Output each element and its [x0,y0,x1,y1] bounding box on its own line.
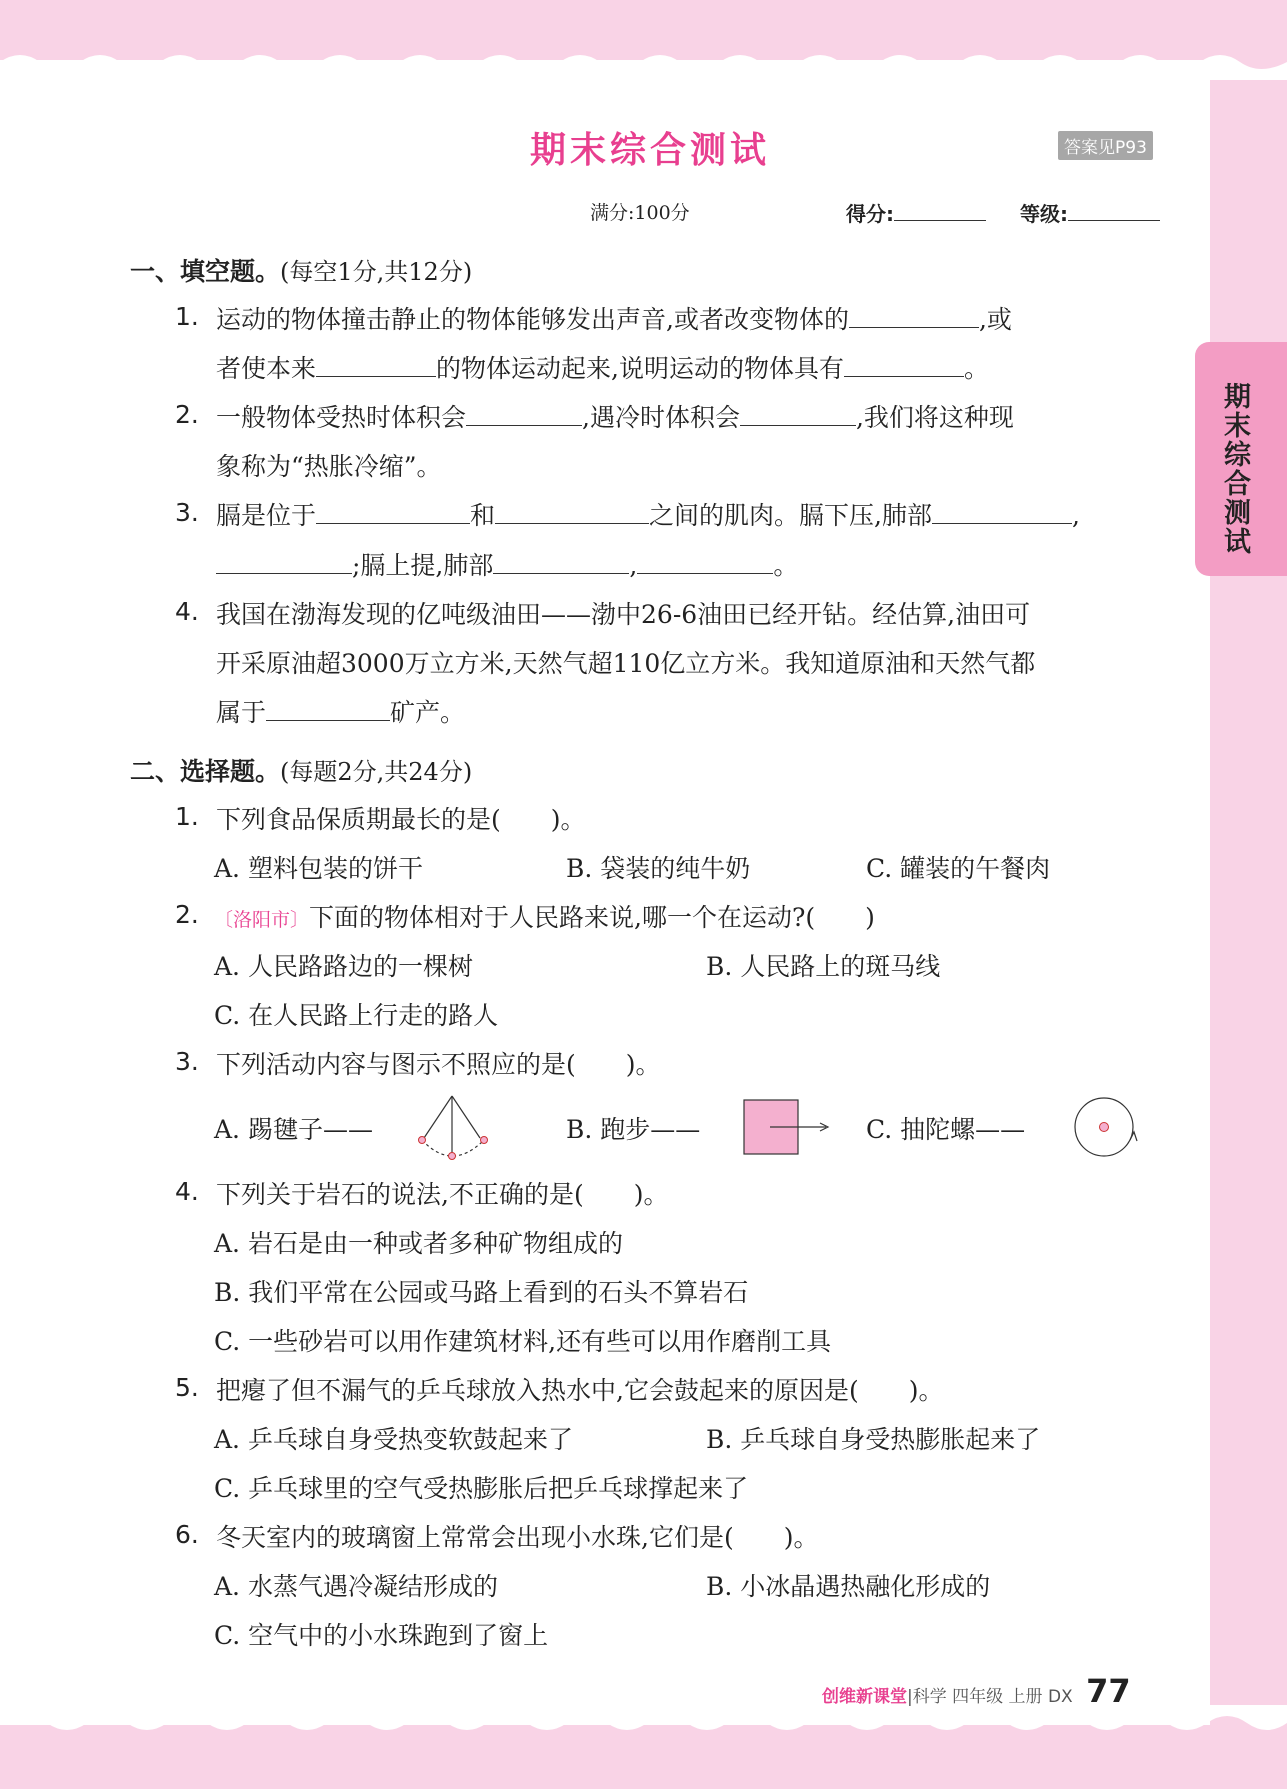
section2-points: (每题2分,共24分) [280,758,473,786]
section1-points: (每空1分,共12分) [280,258,473,286]
spinning-top-figure [1070,1094,1140,1160]
q-text: ,我们将这种现 [855,403,1014,432]
q-text: ,遇冷时体积会 [582,403,740,432]
q2-2-option-a[interactable]: A. 人民路路边的一棵树 [214,952,473,981]
running-square-figure [742,1098,832,1156]
grade-field [1020,198,1160,227]
q1-3-line1 [216,496,1080,532]
q-text: , [1071,501,1080,530]
q-text: 者使本来 [216,354,317,383]
q-text: , [629,551,638,580]
section1-title: 一、填空题。 [130,257,281,286]
q1-4-line1: 我国在渤海发现的亿吨级油田——渤中26-6油田已经开钻。经估算,油田可 [216,600,1031,629]
answer-blank[interactable] [266,695,390,721]
answer-blank[interactable] [495,498,649,524]
q2-2-option-c[interactable]: C. 在人民路上行走的路人 [214,1001,499,1030]
q2-2-option-b[interactable]: B. 人民路上的斑马线 [706,952,941,981]
answer-blank[interactable] [740,400,856,426]
q2-1-number: 1. [175,802,199,831]
answer-reference-badge: 答案见P93 [1058,131,1153,160]
bottom-wave-border [0,1705,1287,1745]
page-title: 期末综合测试 [529,130,770,171]
q2-5-stem: 把瘪了但不漏气的乒乓球放入热水中,它会鼓起来的原因是( )。 [216,1376,944,1405]
q2-4-option-c[interactable]: C. 一些砂岩可以用作建筑材料,还有些可以用作磨削工具 [214,1327,832,1356]
q2-6-number: 6. [175,1520,199,1549]
shuttlecock-swing-figure [408,1092,500,1162]
q2-4-number: 4. [175,1177,199,1206]
q2-4-option-a[interactable]: A. 岩石是由一种或者多种矿物组成的 [214,1229,623,1258]
q-text: 。 [773,551,799,580]
grade-label: 等级: [1020,202,1068,226]
answer-blank[interactable] [216,548,352,574]
q1-4-number: 4. [175,597,199,626]
q1-2-line2: 象称为“热胀冷缩”。 [216,452,442,481]
q1-2-number: 2. [175,400,199,429]
q1-4-line3 [216,693,465,729]
q1-2-line1 [216,398,1014,434]
q2-3-option-c[interactable]: C. 抽陀螺—— [866,1115,1026,1144]
footer-grade: 四年级 [952,1687,1004,1707]
q-text: 属于 [216,698,267,727]
score-label: 得分: [846,202,894,226]
q2-2-number: 2. [175,900,199,929]
q2-1-stem: 下列食品保质期最长的是( )。 [216,805,586,834]
page-number: 77 [1086,1672,1131,1710]
section1-heading [130,252,472,288]
q2-3-number: 3. [175,1047,199,1076]
q1-1-line2 [216,349,989,385]
q1-1-line1 [216,300,1012,336]
score-blank[interactable] [894,200,986,221]
q1-1-number: 1. [175,302,199,331]
q2-4-option-b[interactable]: B. 我们平常在公园或马路上看到的石头不算岩石 [214,1278,749,1307]
q1-3-line2 [216,546,798,582]
q-text: ,或 [978,305,1012,334]
q-text: 之间的肌肉。膈下压,肺部 [649,501,932,530]
q-text: 矿产。 [390,698,466,727]
q2-1-option-b[interactable]: B. 袋装的纯牛奶 [566,854,751,883]
q2-5-number: 5. [175,1373,199,1402]
full-score: 满分:100分 [590,202,690,224]
q2-6-stem: 冬天室内的玻璃窗上常常会出现小水珠,它们是( )。 [216,1523,819,1552]
q2-6-option-c[interactable]: C. 空气中的小水珠跑到了窗上 [214,1621,549,1650]
score-field [846,198,986,227]
q-text: 。 [963,354,989,383]
answer-blank[interactable] [316,498,470,524]
answer-blank[interactable] [466,400,582,426]
footer-subject: |科学 [907,1687,947,1707]
section2-title: 二、选择题。 [130,757,281,786]
q-text: 和 [470,501,496,530]
side-tab [1195,342,1287,576]
q2-3-option-a[interactable]: A. 踢毽子—— [214,1115,373,1144]
q2-4-stem: 下列关于岩石的说法,不正确的是( )。 [216,1180,669,1209]
answer-blank[interactable] [849,302,979,328]
section2-heading [130,752,472,788]
footer-edition: DX [1047,1687,1073,1707]
grade-blank[interactable] [1068,200,1160,221]
answer-blank[interactable] [493,548,629,574]
q2-5-option-c[interactable]: C. 乒乓球里的空气受热膨胀后把乒乓球撑起来了 [214,1474,749,1503]
q2-5-option-b[interactable]: B. 乒乓球自身受热膨胀起来了 [706,1425,1041,1454]
q1-3-number: 3. [175,498,199,527]
answer-blank[interactable] [844,351,964,377]
q2-2-stem [214,898,875,934]
footer-brand: 创维新课堂 [822,1687,907,1707]
footer-term: 上册 [1008,1687,1043,1707]
q-text: 下面的物体相对于人民路来说,哪一个在运动?( ) [309,903,875,932]
q-text: 运动的物体撞击静止的物体能够发出声音,或者改变物体的 [216,305,849,334]
q2-1-option-c[interactable]: C. 罐装的午餐肉 [866,854,1051,883]
answer-blank[interactable] [316,351,436,377]
answer-blank[interactable] [932,498,1072,524]
q2-6-option-b[interactable]: B. 小冰晶遇热融化形成的 [706,1572,991,1601]
answer-blank[interactable] [637,548,773,574]
q2-1-option-a[interactable]: A. 塑料包装的饼干 [214,854,423,883]
page-footer [822,1672,1131,1710]
q-text: 的物体运动起来,说明运动的物体具有 [436,354,844,383]
q2-3-stem: 下列活动内容与图示不照应的是( )。 [216,1050,661,1079]
q2-3-option-b[interactable]: B. 跑步—— [566,1115,701,1144]
q1-4-line2: 开采原油超3000万立方米,天然气超110亿立方米。我知道原油和天然气都 [216,649,1036,678]
region-tag: 〔洛阳市〕 [214,909,310,931]
q2-5-option-a[interactable]: A. 乒乓球自身受热变软鼓起来了 [214,1425,573,1454]
q-text: 一般物体受热时体积会 [216,403,467,432]
q-text: 膈是位于 [216,501,317,530]
side-tab-label: 期末综合测试 [1219,382,1250,556]
q-text: ;膈上提,肺部 [352,551,494,580]
q2-6-option-a[interactable]: A. 水蒸气遇冷凝结形成的 [214,1572,498,1601]
